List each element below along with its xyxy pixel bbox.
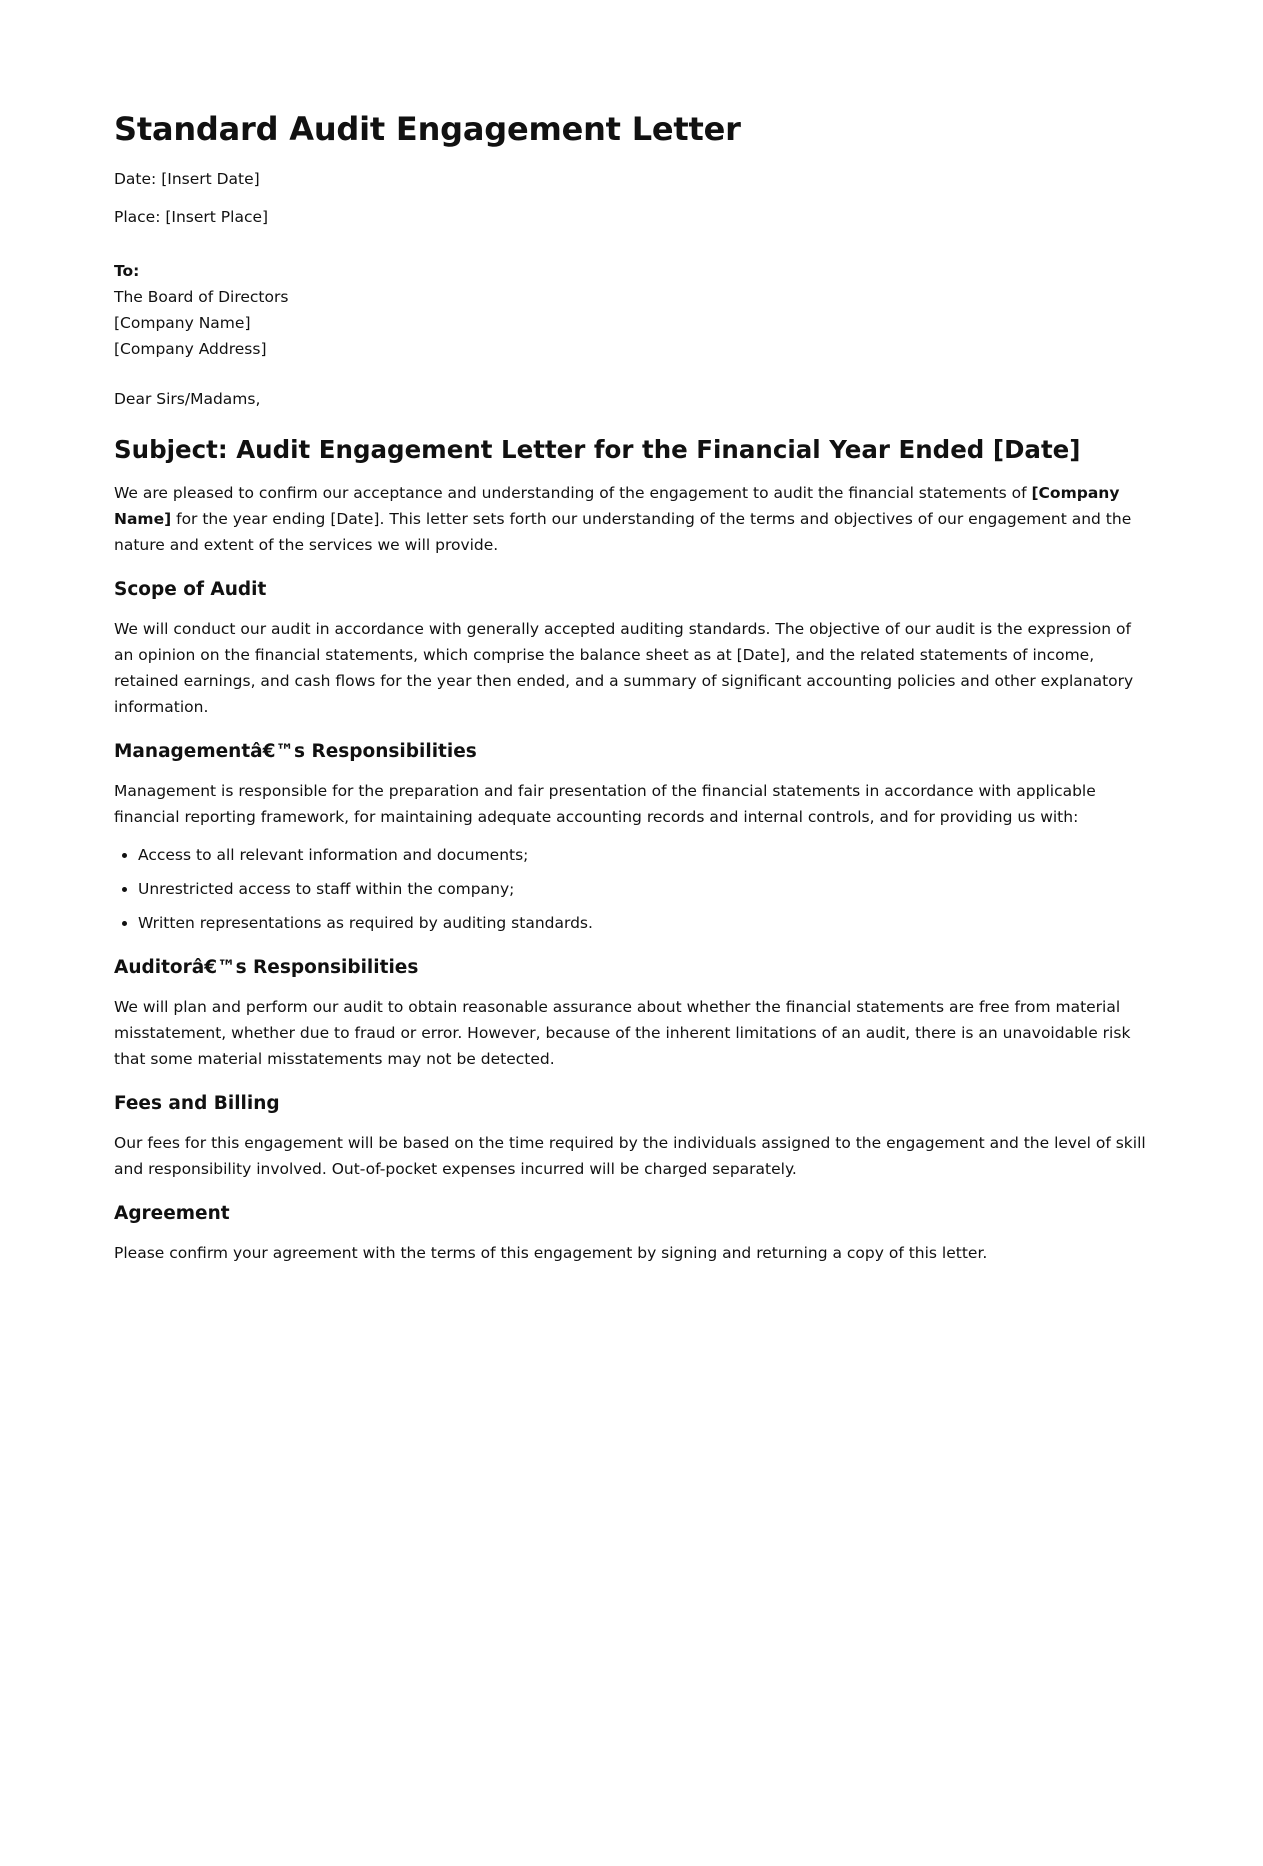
- management-list: [114, 842, 1149, 936]
- recipient-line: The Board of Directors: [114, 288, 289, 307]
- fees-heading: Fees and Billing: [114, 1093, 280, 1115]
- scope-body: We will conduct our audit in accordance with generally accepted auditing standards. The objective of our audit is the expression of an opinion on the financial statements, which comprise the balance sheet as at [Date], and the related statements of income, retained earnings, and cash flows for the year then ended, and a summary of significant accounting policies and other explanatory information.: [114, 620, 1134, 717]
- recipient-block: [114, 258, 1149, 362]
- recipient-line: [Company Name]: [114, 314, 251, 333]
- intro-paragraph: [114, 480, 1149, 558]
- intro-company-name: [Company Name]: [114, 484, 1120, 529]
- list-item: • Access to all relevant information and documents;: [138, 842, 1149, 868]
- document-title: Standard Audit Engagement Letter: [114, 110, 741, 148]
- date-line: Date: [Insert Date]: [114, 170, 260, 189]
- scope-heading: Scope of Audit: [114, 579, 267, 601]
- intro-text-before: We are pleased to confirm our acceptance and understanding of the engagement to audit the financial statements of: [114, 484, 1032, 503]
- agreement-body: Please confirm your agreement with the terms of this engagement by signing and returning a copy of this letter.: [114, 1244, 988, 1263]
- recipient-line: [Company Address]: [114, 340, 267, 359]
- salutation: Dear Sirs/Madams,: [114, 390, 261, 409]
- intro-text-after: for the year ending [Date]. This letter sets forth our understanding of the terms and objectives of our engagement and the nature and extent of the services we will provide.: [114, 510, 1132, 555]
- place-line: Place: [Insert Place]: [114, 208, 269, 227]
- agreement-heading: Agreement: [114, 1203, 230, 1225]
- auditor-heading: Auditorâ€™s Responsibilities: [114, 957, 419, 979]
- management-heading: Managementâ€™s Responsibilities: [114, 741, 477, 763]
- management-body: Management is responsible for the preparation and fair presentation of the financial statements in accordance with applicable financial reporting framework, for maintaining adequate accounting records and internal controls, and for providing us with:: [114, 782, 1096, 827]
- subject-heading: Subject: Audit Engagement Letter for the Financial Year Ended [Date]: [114, 435, 1081, 465]
- auditor-body: We will plan and perform our audit to obtain reasonable assurance about whether the financial statements are free from material misstatement, whether due to fraud or error. However, because of the inherent limitations of an audit, there is an unavoidable risk that some material misstatements may not be detected.: [114, 998, 1131, 1069]
- list-item: • Written representations as required by auditing standards.: [138, 910, 1149, 936]
- list-item: • Unrestricted access to staff within the company;: [138, 876, 1149, 902]
- fees-body: Our fees for this engagement will be based on the time required by the individuals assigned to the engagement and the level of skill and responsibility involved. Out-of-pocket expenses incurred will be charged separately.: [114, 1134, 1146, 1179]
- recipient-label: To:: [114, 262, 140, 281]
